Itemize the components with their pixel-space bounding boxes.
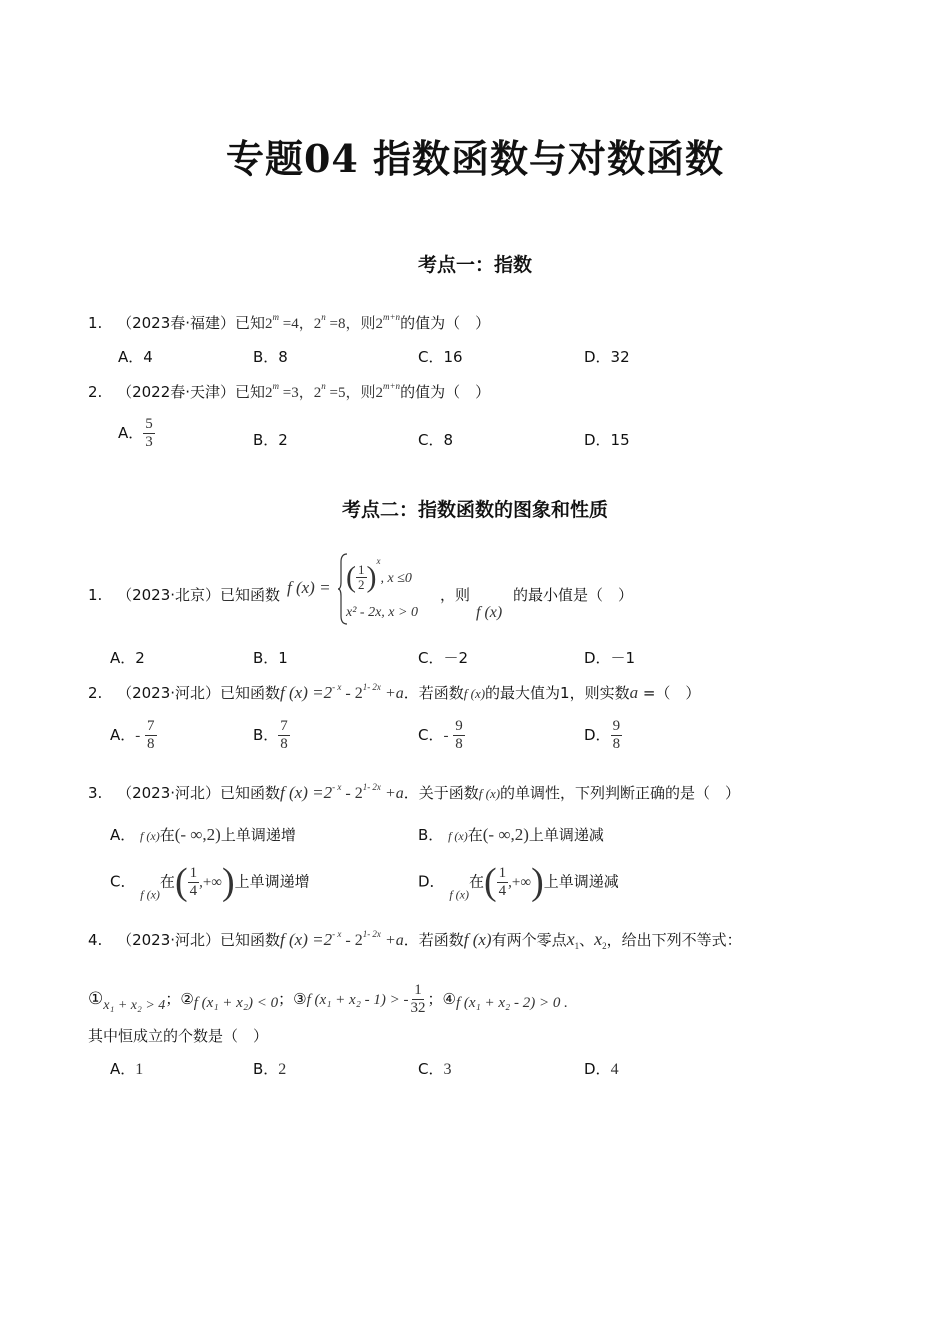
math-inf: ,+∞ [199, 874, 222, 891]
text: 在 [467, 826, 483, 844]
math-base: 2 [265, 385, 273, 401]
fraction-numerator: 1 [498, 864, 507, 881]
question-source: （2023·北京）已知函数 [117, 586, 281, 604]
math-op: - 2 [341, 685, 363, 702]
option-c [418, 718, 465, 753]
separator: 、 [579, 931, 595, 949]
option-text: 上单调递增 [220, 826, 296, 844]
inequality-4: f (x₁ + x₂ - 2) > 0 . [455, 995, 568, 1011]
option-a [110, 718, 157, 753]
option-b [253, 1058, 286, 1079]
math-base: 2 [375, 385, 383, 401]
math-exp: - x [332, 682, 342, 692]
option-d: D．32 [584, 348, 630, 366]
math-eq: =8，则 [325, 316, 376, 332]
function-expr: f (x) =2 [280, 930, 333, 949]
inequality-1: x₁ + x₂ > 4 [103, 998, 166, 1013]
fraction-numerator: 7 [280, 718, 288, 734]
option-text: 上单调递减 [528, 826, 604, 844]
inequality-2: f (x₁ + x₂) < 0 [193, 995, 279, 1011]
question-number: 3. [88, 784, 103, 802]
option-a [118, 416, 155, 451]
math-exp: x [376, 556, 381, 566]
page-title: 专题04 指数函数与对数函数 [225, 136, 725, 181]
option-label: C． [418, 726, 444, 744]
option-c: C．16 [418, 348, 463, 366]
fraction [409, 982, 428, 1017]
math-sub: 2 [602, 941, 607, 951]
question-source: （2023·河北）已知函数 [117, 931, 281, 949]
fraction [497, 865, 509, 900]
option-d: D．－1 [584, 649, 636, 667]
separator: ；③ [278, 990, 307, 1008]
function-label: f (x) [478, 786, 501, 801]
option-label: A． [110, 1060, 136, 1078]
option-label: A． [110, 826, 136, 844]
separator: ；② [165, 990, 194, 1008]
question-number: 1. [88, 586, 103, 604]
question-1-2 [88, 381, 490, 402]
question-number: 2. [88, 383, 103, 401]
fraction [356, 563, 367, 592]
option-label: A． [118, 424, 144, 442]
question-end: =（ ） [638, 684, 701, 702]
fraction-numerator: 1 [358, 562, 365, 577]
fraction-denominator: 3 [145, 434, 153, 450]
option-a: A．2 [110, 649, 145, 667]
function-label: f (x) [140, 829, 160, 843]
math-exp: 1- 2x [362, 682, 381, 692]
math-op: - 2 [341, 932, 363, 949]
fraction-denominator: 8 [612, 736, 621, 752]
text: 在 [159, 826, 175, 844]
option-d [584, 1058, 619, 1079]
math-exp: m+n [382, 381, 401, 391]
option-label: D． [418, 872, 445, 891]
option-value: 1 [135, 1061, 144, 1078]
question-mid: ．若函数 [403, 931, 464, 949]
fraction-denominator: 4 [498, 882, 507, 899]
function-label: f (x) [449, 887, 469, 902]
math-exp: 1- 2x [362, 782, 381, 792]
math-exp: n [321, 381, 326, 391]
question-source: （2023·河北）已知函数 [117, 684, 281, 702]
math-exp: 1- 2x [362, 929, 381, 939]
question-mid: ，则 [440, 586, 471, 604]
function-label: f (x) [448, 829, 468, 843]
fraction [145, 718, 157, 753]
text: 在 [469, 872, 485, 891]
option-c: C． $_{f (x)}$在( $\frac{1}{4}$ ,+∞)上单调递增 [110, 861, 310, 903]
question-number: 4. [88, 931, 103, 949]
math-eq: =5，则 [325, 385, 376, 401]
question-tail: 的值为（ ） [400, 383, 491, 401]
option-a [110, 824, 296, 845]
option-b: B．2 [253, 431, 288, 449]
option-b [253, 718, 290, 753]
section-heading-1: 考点一：指数 [417, 254, 532, 276]
math-exp: - x [332, 782, 342, 792]
option-b [418, 824, 604, 845]
function-label: f (x) = [287, 578, 331, 597]
circled-1: ① [88, 989, 104, 1009]
math-var: x [594, 929, 603, 949]
fraction [143, 416, 155, 451]
fraction-denominator: 2 [358, 577, 365, 592]
fraction-denominator: 32 [410, 1000, 426, 1016]
math-exp: m [272, 381, 280, 391]
option-d: D．15 [584, 431, 630, 449]
question-line-3: 其中恒成立的个数是（ ） [88, 1027, 269, 1045]
fraction-numerator: 9 [612, 718, 621, 734]
fraction-numerator: 1 [414, 982, 422, 998]
option-label: C． [110, 872, 136, 891]
question-2-2 [88, 682, 700, 703]
piece-2: x² - 2x, x > 0 [346, 605, 418, 620]
option-text: 上单调递减 [543, 872, 619, 891]
question-number: 1. [88, 314, 103, 332]
math-exp: n [321, 312, 326, 322]
math-op: +a [380, 785, 404, 802]
function-expr: f (x) =2 [280, 683, 333, 702]
separator: ；④ [427, 990, 456, 1008]
option-value: 4 [610, 1061, 619, 1078]
math-inf: ,+∞ [508, 874, 532, 891]
math-eq: =4， [279, 316, 314, 332]
section-heading-2: 考点二：指数函数的图象和性质 [341, 499, 608, 521]
question-text: ，给出下列不等式： [606, 931, 742, 949]
option-label: B． [418, 826, 444, 844]
question-mid: ．若函数 [403, 684, 464, 702]
question-text: 有两个零点 [491, 931, 567, 949]
math-sign: - [135, 728, 141, 744]
option-c: C．8 [418, 431, 454, 449]
math-sub: 1 [574, 941, 580, 951]
question-2-3 [88, 782, 740, 803]
interval: (- ∞,2) [482, 825, 529, 844]
option-c: C．－2 [418, 649, 469, 667]
piece-condition: , x ≤0 [380, 571, 412, 586]
option-label: D． [584, 726, 611, 744]
question-2-4 [88, 929, 742, 951]
question-tail: 的最大值为1，则实数 [485, 684, 630, 702]
inequalities-line [88, 982, 568, 1017]
question-tail: 的最小值是（ ） [513, 586, 634, 604]
function-label: f (x) [463, 930, 492, 949]
question-source: （2023·河北）已知函数 [117, 784, 281, 802]
option-a: A．4 [118, 348, 153, 366]
fraction [453, 718, 465, 753]
question-mid: ．关于函数 [403, 784, 479, 802]
fraction-denominator: 8 [147, 736, 155, 752]
question-tail: 的单调性，下列判断正确的是（ ） [500, 784, 741, 802]
option-label: B． [253, 1060, 279, 1078]
question-tail: 的值为（ ） [400, 314, 491, 332]
piece-1: ( $\frac{1}{2}$ )$^x$, x ≤0 [346, 556, 412, 594]
option-a [110, 1058, 143, 1079]
math-exp: m+n [382, 312, 401, 322]
math-base: 2 [313, 385, 322, 401]
math-base: 2 [313, 316, 322, 332]
interval: (- ∞,2) [174, 825, 221, 844]
math-op: +a [380, 685, 404, 702]
fraction [188, 865, 200, 900]
option-b: B．8 [253, 348, 288, 366]
question-number: 2. [88, 684, 103, 702]
option-value: 3 [443, 1061, 452, 1078]
fraction [611, 718, 623, 753]
question-2-1 [88, 584, 280, 605]
math-var: x [566, 929, 575, 949]
fraction [278, 718, 290, 753]
option-b: B．1 [253, 649, 288, 667]
fraction-numerator: 1 [189, 864, 198, 881]
option-text: 上单调递增 [234, 872, 310, 891]
text: 在 [159, 872, 175, 891]
math-eq: =3， [279, 385, 314, 401]
fraction-numerator: 5 [145, 416, 153, 432]
math-exp: m [272, 312, 280, 322]
inequality-3: f (x₁ + x₂ - 1) > - [306, 992, 409, 1008]
fraction-numerator: 7 [147, 718, 155, 734]
math-exp: - x [332, 929, 342, 939]
option-d [584, 718, 622, 753]
option-label: C． [418, 1060, 444, 1078]
function-expr: f (x) =2 [280, 783, 333, 802]
function-label: f (x) [476, 604, 503, 621]
fraction-numerator: 9 [455, 718, 463, 734]
math-var: a [629, 683, 639, 702]
fraction-denominator: 8 [280, 736, 288, 752]
fraction-denominator: 8 [455, 736, 463, 752]
question-source: （2022春·天津）已知 [117, 383, 266, 401]
math-base: 2 [375, 316, 383, 332]
option-label: D． [584, 1060, 611, 1078]
option-d: D． $_{f (x)}$在( $\frac{1}{4}$ ,+∞)上单调递减 [418, 861, 619, 903]
math-op: +a [380, 932, 404, 949]
math-op: - 2 [341, 785, 363, 802]
option-label: A． [110, 726, 136, 744]
function-label: f (x) [463, 686, 486, 701]
math-sign: - [443, 728, 449, 744]
option-value: 2 [278, 1061, 287, 1078]
fraction-denominator: 4 [189, 882, 198, 899]
function-label: f (x) [140, 887, 160, 902]
option-label: B． [253, 726, 279, 744]
option-c [418, 1058, 451, 1079]
question-1-1 [88, 312, 490, 333]
question-source: （2023春·福建）已知 [117, 314, 266, 332]
math-base: 2 [265, 316, 273, 332]
